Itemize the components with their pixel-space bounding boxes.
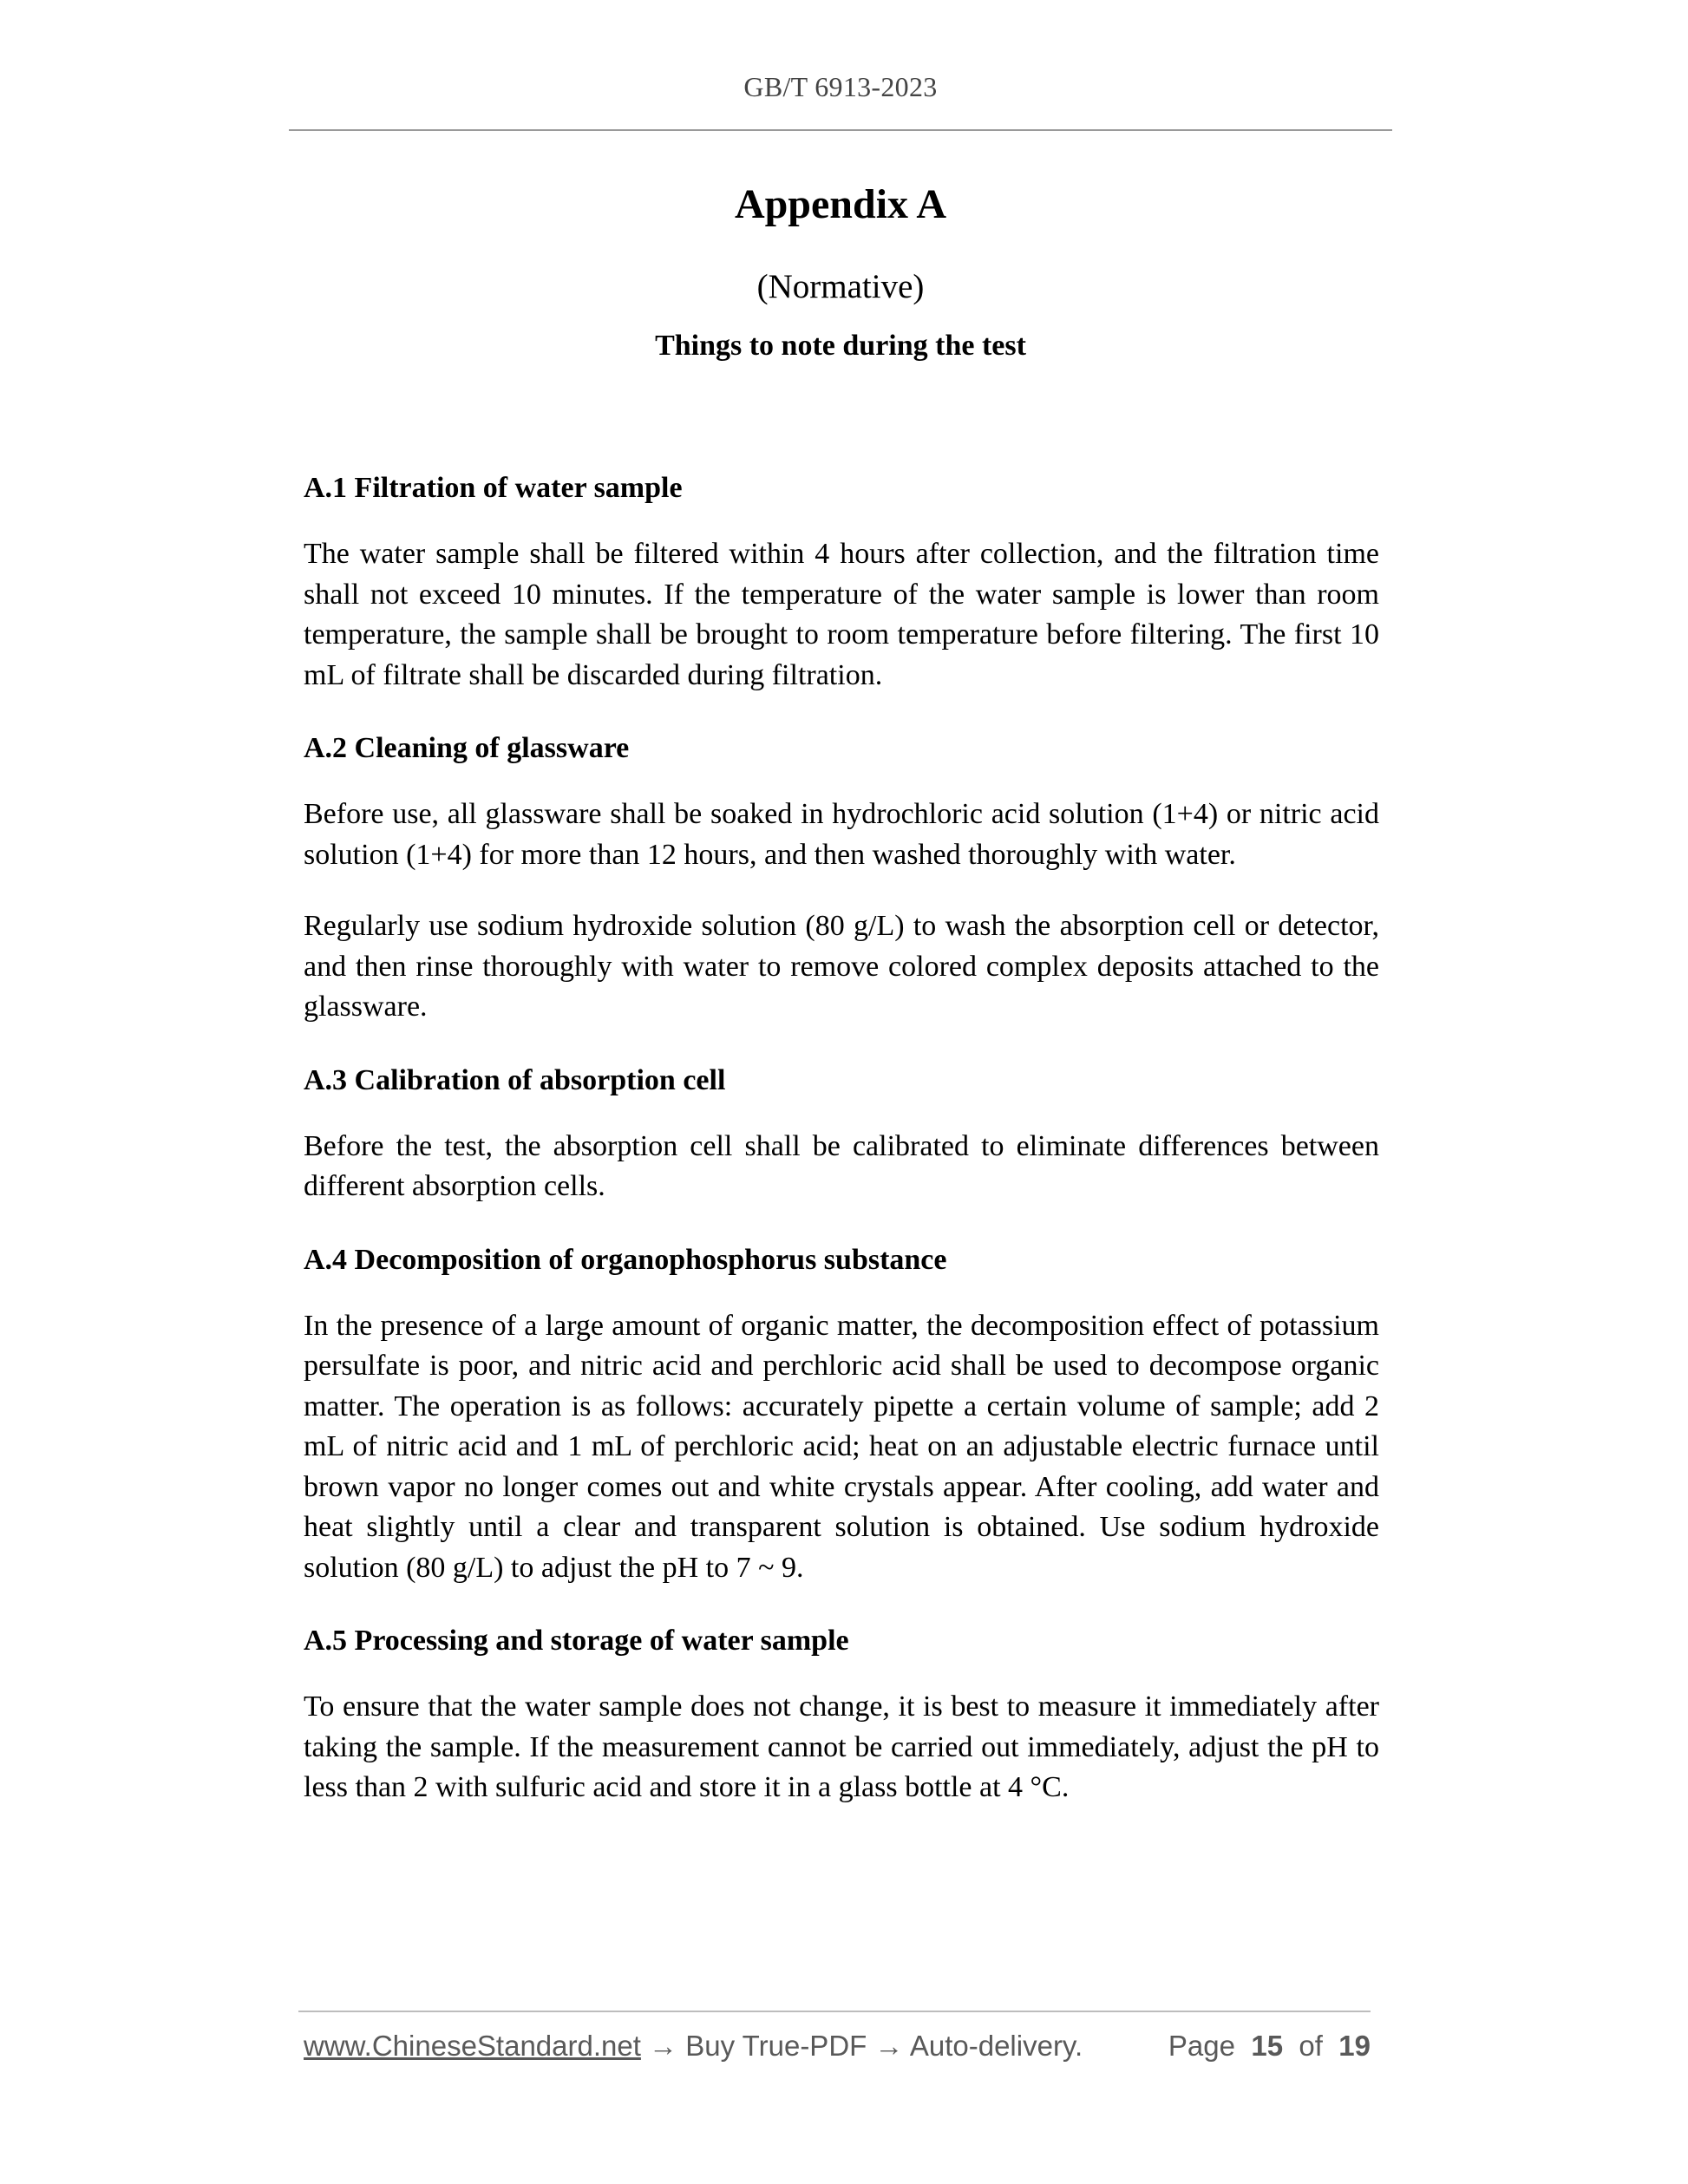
- appendix-subtitle: Things to note during the test: [655, 330, 1026, 362]
- section-a4-paragraph: In the presence of a large amount of organic matter, the decomposition effect of potassium persulfate is poor, and nitric acid and perchloric acid shall be used to decompose organic matter. The operation is as follows: accurately pipette a certain volume of sample; add 2 mL of nitric acid and 1 mL of perchloric acid; heat on an adjustable electric furnace until brown vapor no longer comes out and white crystals appear. After cooling, add water and heat slightly until a clear and transparent solution is obtained. Use sodium hydroxide solution (80 g/L) to adjust the pH to 7 ~ 9.: [304, 1309, 1379, 1584]
- section-a2-paragraph-1: Before use, all glassware shall be soaked in hydrochloric acid solution (1+4) or nitric acid solution (1+4) for more than 12 hours, and then washed thoroughly with water.: [304, 798, 1379, 871]
- normative-label: (Normative): [756, 268, 925, 305]
- footer-divider: [298, 2011, 1371, 2012]
- page-counter: [1168, 2030, 1371, 2063]
- arrow-right-icon: →: [649, 2030, 678, 2062]
- section-a5-paragraph: To ensure that the water sample does not change, it is best to measure it immediately after taking the sample. If the measurement cannot be carried out immediately, adjust the pH to less than 2 with sulfuric acid and store it in a glass bottle at 4 °C.: [304, 1690, 1379, 1803]
- footer-promo: [304, 2030, 1083, 2063]
- document-body: [304, 467, 1379, 1840]
- section-heading-a4: A.4 Decomposition of organophosphorus substance: [304, 1243, 947, 1276]
- section-a3-paragraph: Before the test, the absorption cell shall be calibrated to eliminate differences between different absorption cells.: [304, 1129, 1379, 1202]
- appendix-title: Appendix A: [734, 181, 947, 227]
- arrow-right-icon: →: [874, 2030, 904, 2062]
- section-heading-a2: A.2 Cleaning of glassware: [304, 732, 630, 764]
- of-label: of: [1299, 2030, 1323, 2062]
- buy-true-pdf-text: Buy True-PDF: [685, 2030, 867, 2062]
- auto-delivery-text: Auto-delivery.: [909, 2030, 1083, 2062]
- section-heading-a5: A.5 Processing and storage of water sample: [304, 1625, 849, 1657]
- section-a2-paragraph-2: Regularly use sodium hydroxide solution (80 g/L) to wash the absorption cell or detector, and then rinse thoroughly with water to remove colored complex deposits attached to the glassware.: [304, 910, 1379, 1023]
- section-a1-paragraph: The water sample shall be filtered within 4 hours after collection, and the filtration time shall not exceed 10 minutes. If the temperature of the water sample is lower than room temperature, the sample shall be brought to room temperature before filtering. The first 10 mL of filtrate shall be discarded during filtration.: [304, 538, 1379, 691]
- header-divider: [289, 129, 1392, 131]
- total-pages-number: 19: [1338, 2030, 1371, 2062]
- document-id-header: GB/T 6913-2023: [743, 71, 938, 102]
- section-heading-a1: A.1 Filtration of water sample: [304, 472, 683, 504]
- current-page-number: 15: [1251, 2030, 1284, 2062]
- page-label: Page: [1168, 2030, 1235, 2062]
- website-link[interactable]: www.ChineseStandard.net: [304, 2030, 641, 2062]
- section-heading-a3: A.3 Calibration of absorption cell: [304, 1063, 726, 1096]
